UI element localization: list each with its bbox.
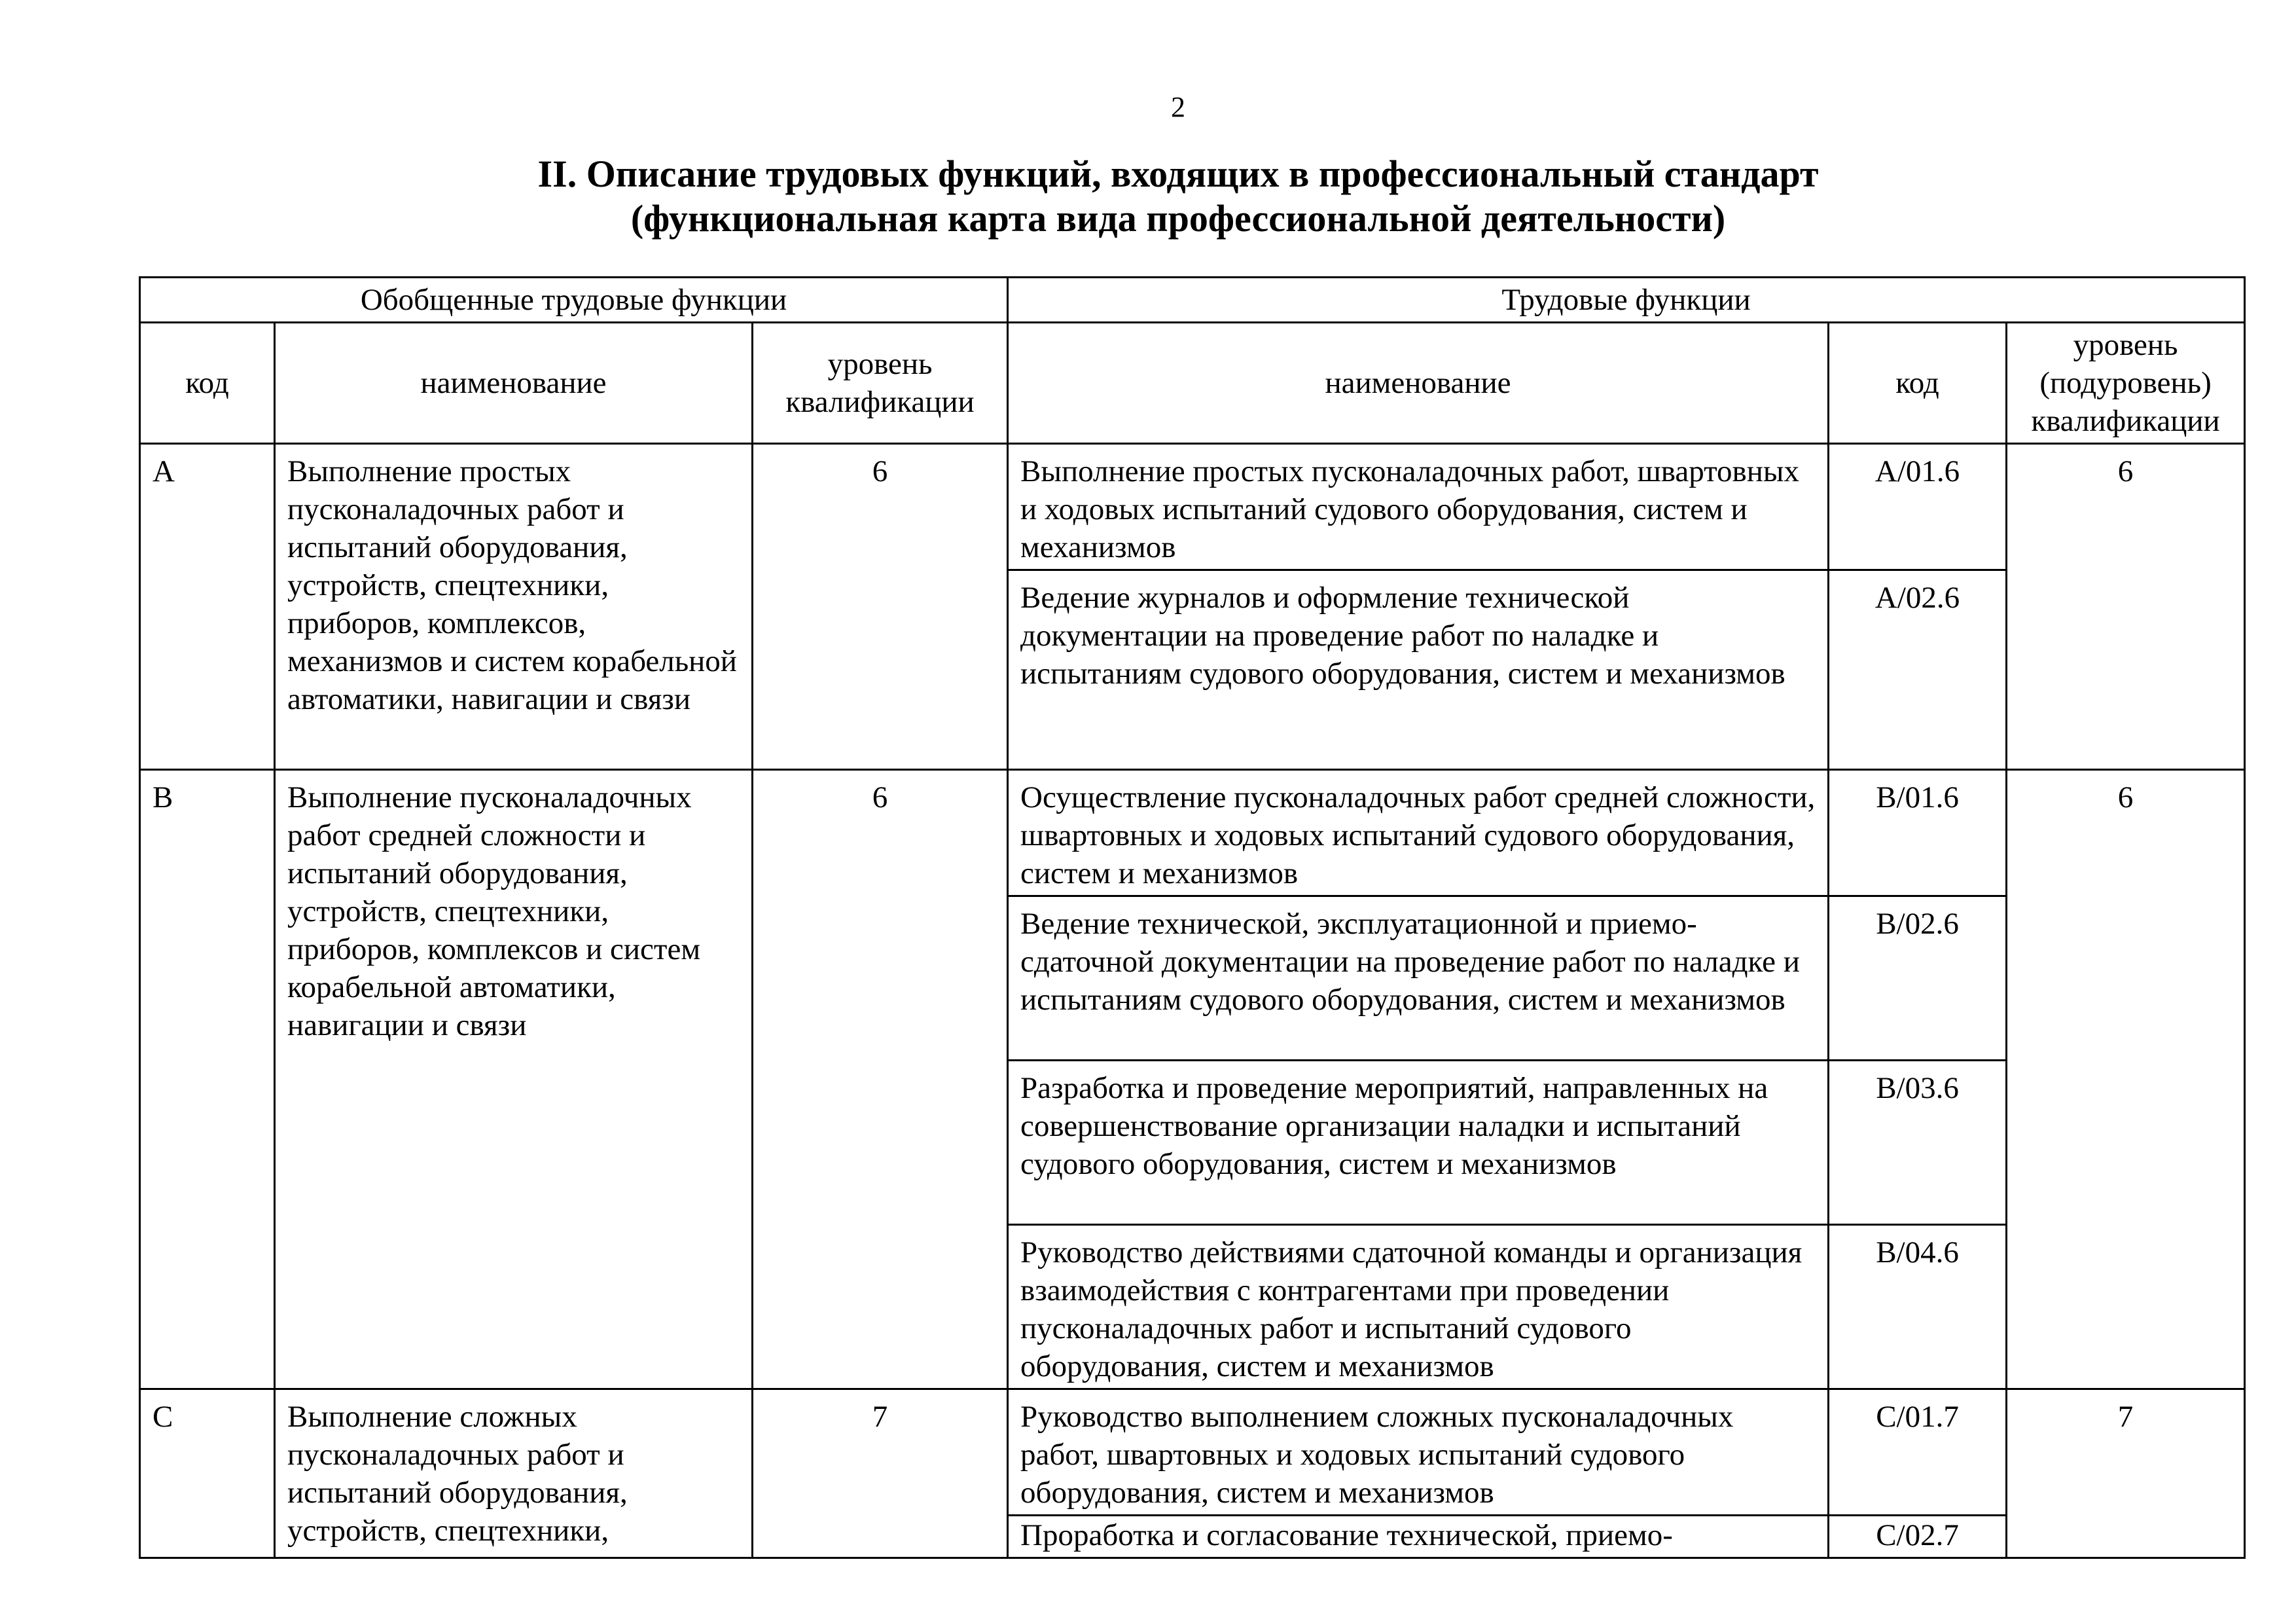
function-name: Ведение технической, эксплуатационной и приемо-сдаточной документации на проведение работ по наладке и испытаниям судового оборудования, систем и механизмов [1008, 896, 1829, 1061]
function-code: B/01.6 [1829, 770, 2007, 896]
function-name: Осуществление пусконаладочных работ средней сложности, швартовных и ходовых испытаний судового оборудования, систем и механизмов [1008, 770, 1829, 896]
group-code: B [140, 770, 275, 1389]
group-level: 7 [753, 1389, 1008, 1558]
function-name: Руководство действиями сдаточной команды и организация взаимодействия с контрагентами при проведении пусконаладочных работ и испытаний судового оборудования, систем и механизмов [1008, 1225, 1829, 1389]
group-level: 6 [753, 770, 1008, 1389]
header-tf-code: код [1829, 323, 2007, 444]
table-row [140, 444, 2245, 570]
function-level: 6 [2007, 770, 2245, 1389]
function-code: B/04.6 [1829, 1225, 2007, 1389]
header-labor-functions: Трудовые функции [1008, 278, 2245, 323]
function-name: Разработка и проведение мероприятий, направленных на совершенствование организации наладки и испытаний судового оборудования, систем и механизмов [1008, 1061, 1829, 1225]
function-name: Выполнение простых пусконаладочных работ, швартовных и ходовых испытаний судового оборудования, систем и механизмов [1008, 444, 1829, 570]
group-name: Выполнение сложных пусконаладочных работ и испытаний оборудования, устройств, спецтехники, [275, 1389, 753, 1558]
function-name: Проработка и согласование технической, приемо- [1008, 1516, 1829, 1558]
table-row [140, 770, 2245, 896]
function-code: B/02.6 [1829, 896, 2007, 1061]
group-name: Выполнение простых пусконаладочных работ и испытаний оборудования, устройств, спецтехники, приборов, комплексов, механизмов и систем корабельной автоматики, навигации и связи [275, 444, 753, 770]
table-column-header-row [140, 323, 2245, 444]
function-name: Руководство выполнением сложных пусконаладочных работ, швартовных и ходовых испытаний судового оборудования, систем и механизмов [1008, 1389, 1829, 1516]
function-name: Ведение журналов и оформление технической документации на проведение работ по наладке и испытаниям судового оборудования, систем и механизмов [1008, 570, 1829, 770]
header-generalized-functions: Обобщенные трудовые функции [140, 278, 1008, 323]
group-name: Выполнение пусконаладочных работ средней сложности и испытаний оборудования, устройств, спецтехники, приборов, комплексов и систем корабельной автоматики, навигации и связи [275, 770, 753, 1389]
function-code: C/02.7 [1829, 1516, 2007, 1558]
table-group-header-row [140, 278, 2245, 323]
functional-map-table [139, 276, 2246, 1559]
header-gen-code: код [140, 323, 275, 444]
function-code: A/02.6 [1829, 570, 2007, 770]
header-tf-level: уровень (подуровень) квалификации [2007, 323, 2245, 444]
function-code: A/01.6 [1829, 444, 2007, 570]
group-code: A [140, 444, 275, 770]
function-level: 6 [2007, 444, 2245, 770]
function-level: 7 [2007, 1389, 2245, 1558]
header-tf-name: наименование [1008, 323, 1829, 444]
function-code: B/03.6 [1829, 1061, 2007, 1225]
title-line-1: II. Описание трудовых функций, входящих в профессиональный стандарт [537, 153, 1819, 195]
group-code: C [140, 1389, 275, 1558]
page-title [0, 152, 2296, 241]
function-code: C/01.7 [1829, 1389, 2007, 1516]
title-line-2: (функциональная карта вида профессиональной деятельности) [630, 197, 1726, 240]
header-gen-level: уровень квалификации [753, 323, 1008, 444]
header-gen-name: наименование [275, 323, 753, 444]
table-row [140, 1389, 2245, 1516]
page-number: 2 [1171, 91, 1185, 123]
group-level: 6 [753, 444, 1008, 770]
